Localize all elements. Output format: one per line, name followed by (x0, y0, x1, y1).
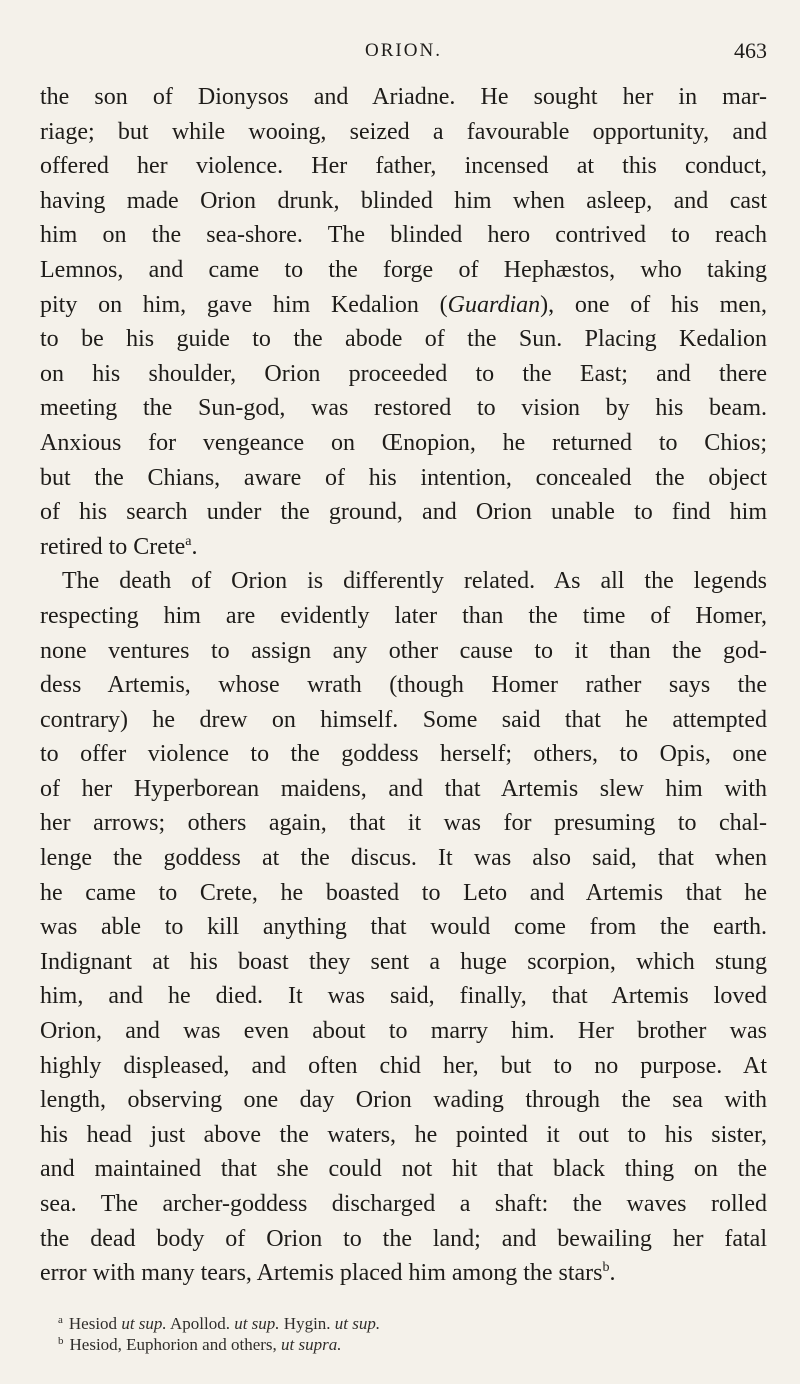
paragraph-2 (40, 564, 767, 1290)
footnote-a (40, 1313, 767, 1334)
italic-term: Guardian (447, 291, 541, 318)
text-line: highly displeased, and often chid her, but to no purpose. At (40, 1052, 767, 1079)
text-line: Indignant at his boast they sent a huge scorpion, which stung (40, 948, 767, 975)
text-line: of his search under the ground, and Orion unable to find him (40, 499, 767, 526)
footnote-mark: b (58, 1335, 64, 1347)
running-head (40, 38, 767, 68)
text-line: the son of Dionysos and Ariadne. He sought her in mar- (40, 84, 767, 110)
text-segment: ), one of his men, (540, 291, 767, 318)
text-line: but the Chians, aware of his intention, concealed the object (40, 464, 767, 491)
text-line: Orion, and was even about to marry him. Her brother was (40, 1018, 767, 1045)
footnote-text: Hesiod, Euphorion and others, (69, 1335, 282, 1354)
text-line: him on the sea-shore. The blinded hero contrived to reach (40, 222, 767, 249)
text-line: dess Artemis, whose wrath (though Homer rather says the (40, 672, 767, 699)
text-segment: . (609, 1260, 616, 1287)
text-line: none ventures to assign any other cause to it than the god- (40, 637, 767, 664)
text-line: The death of Orion is differently related. As all the legends (62, 568, 767, 595)
footnote-text: Hesiod (68, 1314, 122, 1333)
footnote-b (40, 1334, 767, 1355)
text-line: on his shoulder, Orion proceeded to the East; and there (40, 360, 767, 387)
text-segment: error with many tears, Artemis placed him among the stars (40, 1260, 603, 1287)
text-line: lenge the goddess at the discus. It was also said, that when (40, 845, 767, 872)
text-line: was able to kill anything that would come from the earth. (40, 914, 767, 941)
text-segment: pity on him, gave him Kedalion ( (40, 291, 448, 318)
footnote-italic: ut sup. (121, 1314, 167, 1333)
footnote-italic: ut sup. (234, 1314, 280, 1333)
page-number: 463 (734, 38, 767, 63)
text-segment: . (191, 533, 198, 560)
running-title: ORION. (365, 40, 442, 61)
footnotes (40, 1313, 767, 1355)
text-line: riage; but while wooing, seized a favourable opportunity, and (40, 118, 767, 145)
text-line: length, observing one day Orion wading through the sea with (40, 1087, 767, 1114)
text-line (40, 1256, 767, 1291)
text-line: and maintained that she could not hit that black thing on the (40, 1156, 767, 1183)
text-line: contrary) he drew on himself. Some said that he attempted (40, 706, 767, 733)
text-line: he came to Crete, he boasted to Leto and Artemis that he (40, 879, 767, 906)
text-line (40, 530, 767, 565)
text-line: the dead body of Orion to the land; and bewailing her fatal (40, 1225, 767, 1252)
text-line: Anxious for vengeance on Œnopion, he returned to Chios; (40, 429, 767, 456)
paragraph-1 (40, 80, 767, 564)
footnote-italic: ut sup. (334, 1314, 381, 1333)
body-text (40, 80, 767, 1291)
text-line: Lemnos, and came to the forge of Hephæstos, who taking (40, 256, 767, 283)
text-line: to offer violence to the goddess herself; others, to Opis, one (40, 741, 767, 768)
text-line: offered her violence. Her father, incensed at this conduct, (40, 153, 767, 180)
footnote-text: Apollod. (166, 1314, 235, 1333)
text-line: him, and he died. It was said, finally, that Artemis loved (40, 983, 767, 1010)
footnote-mark: a (58, 1314, 63, 1326)
text-line: to be his guide to the abode of the Sun. Placing Kedalion (40, 326, 767, 353)
text-segment: retired to Crete (40, 533, 186, 560)
text-line: his head just above the waters, he pointed it out to his sister, (40, 1121, 767, 1148)
text-line: of her Hyperborean maidens, and that Artemis slew him with (40, 775, 767, 802)
footnote-ref-a: a (185, 533, 192, 549)
text-line: her arrows; others again, that it was for presuming to chal- (40, 810, 767, 837)
text-line: having made Orion drunk, blinded him when asleep, and cast (40, 187, 767, 214)
text-line: respecting him are evidently later than the time of Homer, (40, 602, 767, 629)
text-line: sea. The archer-goddess discharged a shaft: the waves rolled (40, 1191, 767, 1217)
text-line (40, 288, 767, 323)
footnote-italic: ut supra. (281, 1335, 342, 1354)
footnote-ref-b: b (602, 1260, 610, 1276)
text-line: meeting the Sun-god, was restored to vision by his beam. (40, 395, 767, 422)
footnote-text: Hygin. (279, 1314, 335, 1333)
